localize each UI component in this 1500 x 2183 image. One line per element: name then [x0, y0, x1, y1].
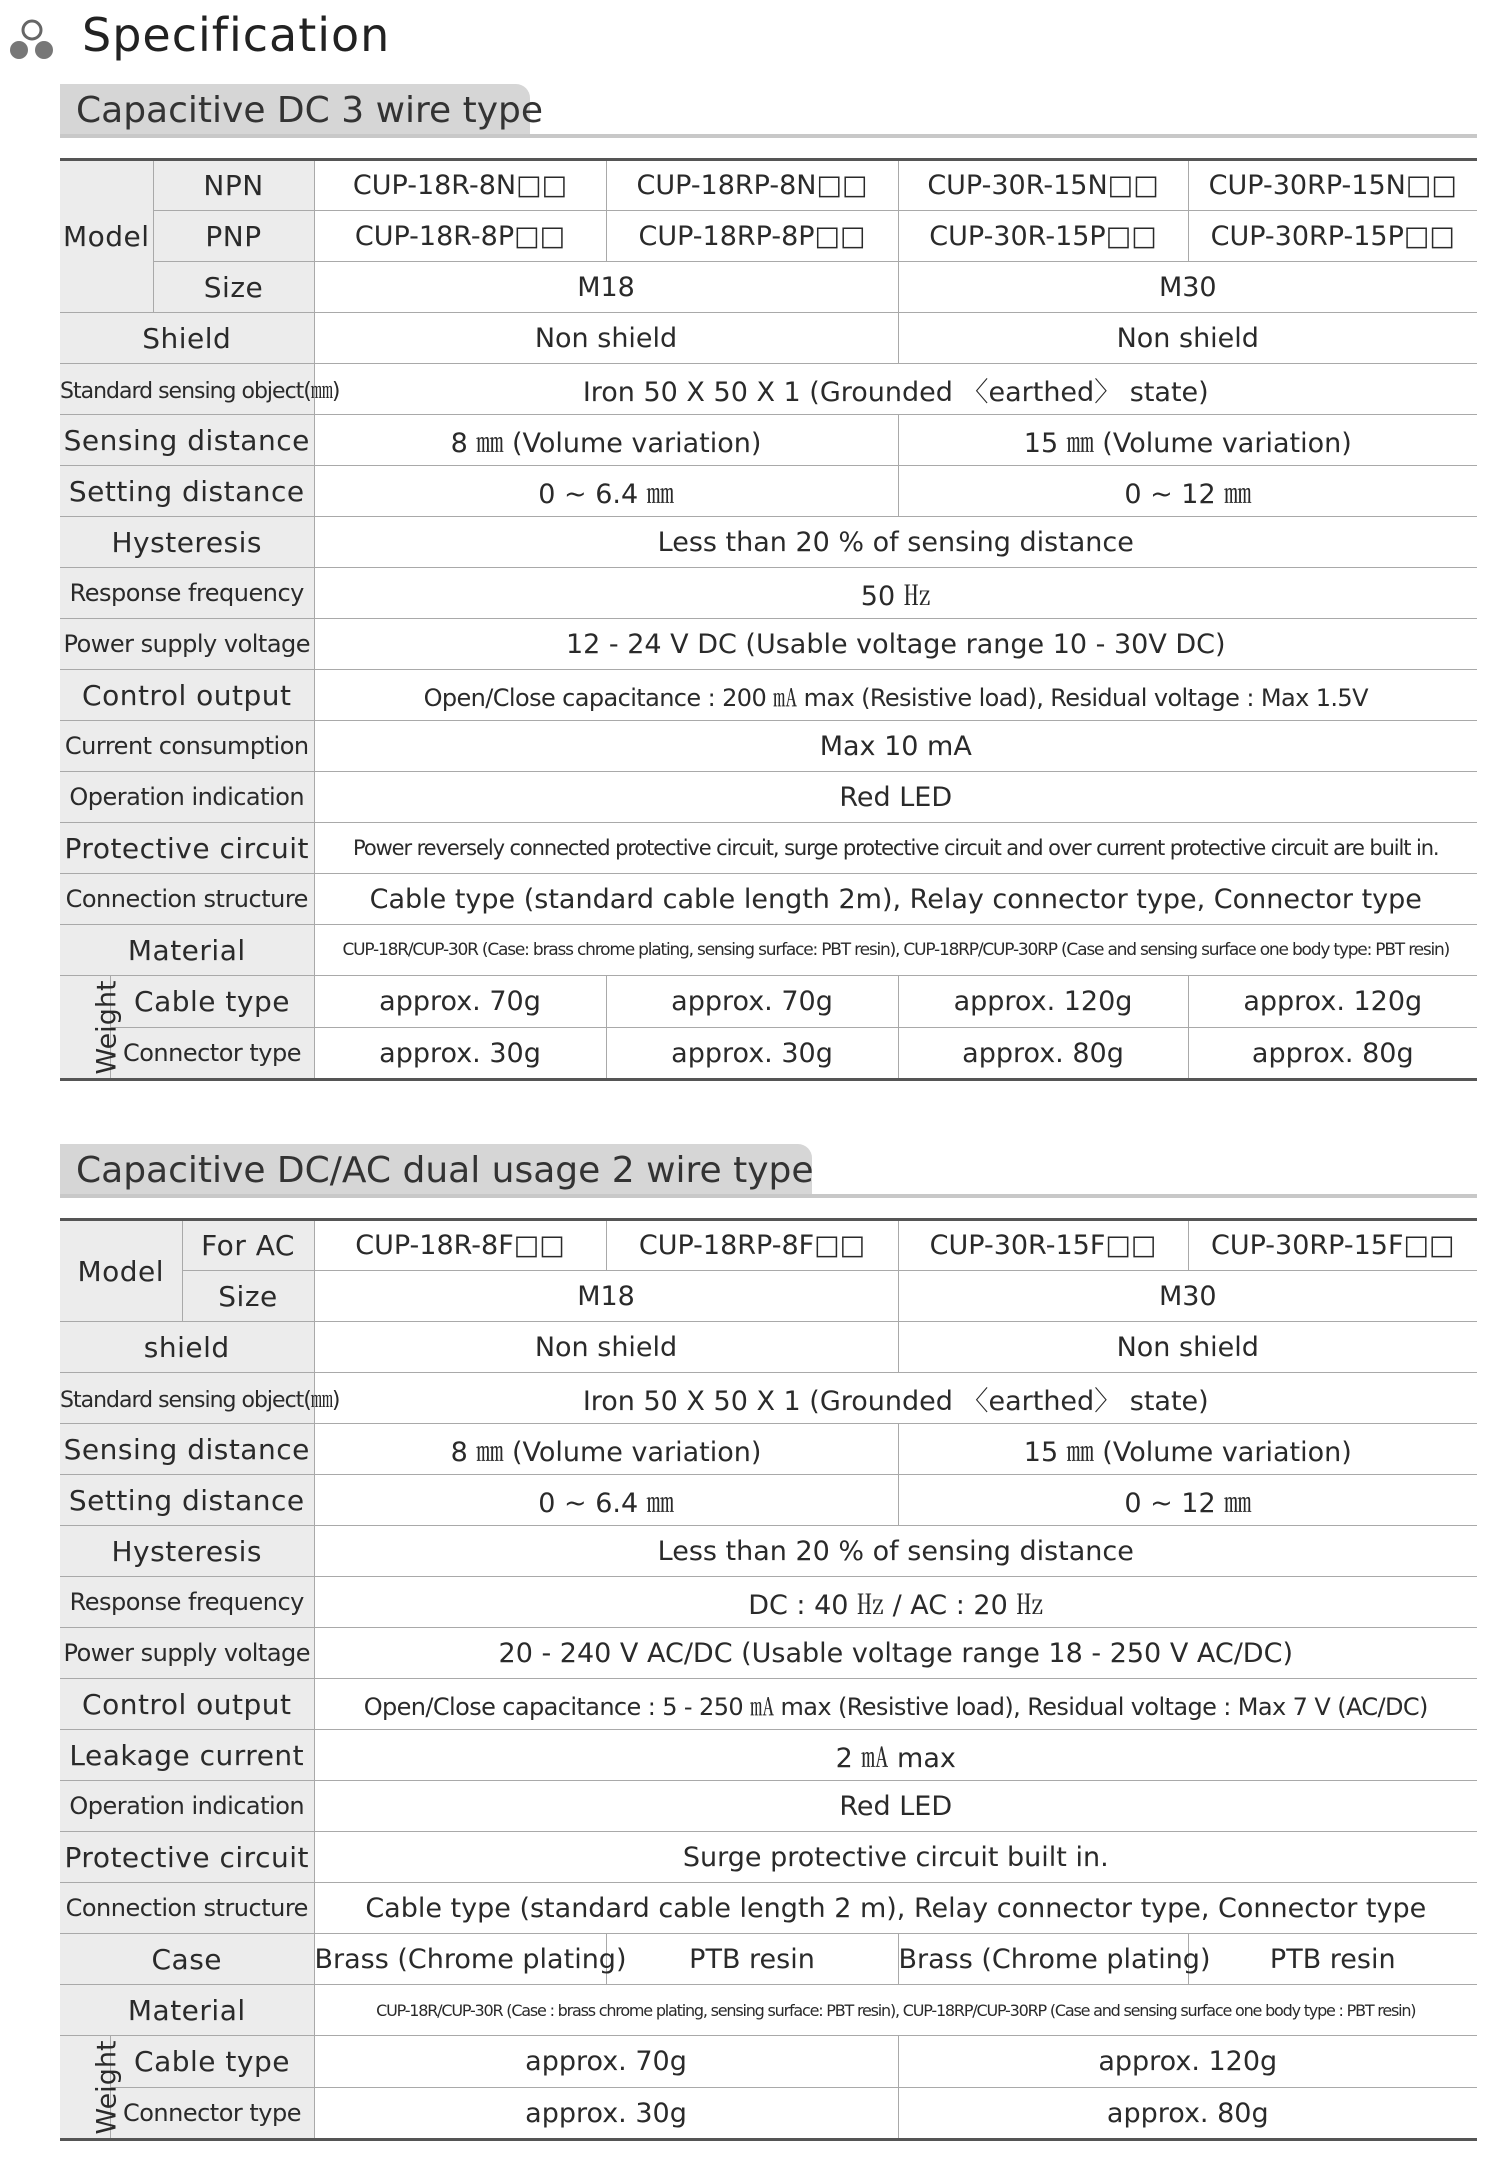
protective-circuit-label: Protective circuit: [60, 1832, 314, 1883]
setting-distance-value: 0 ~ 6.4 ㎜: [314, 466, 898, 517]
shield-value: Non shield: [314, 1322, 898, 1373]
size-label: Size: [182, 1271, 314, 1322]
sensing-distance-value: 15 ㎜ (Volume variation): [898, 1424, 1477, 1475]
connector-weight: approx. 30g: [314, 2088, 898, 2140]
case-value: PTB resin: [1188, 1934, 1477, 1985]
size-label: Size: [153, 262, 314, 313]
power-supply-value: 20 - 240 V AC/DC (Usable voltage range 18 - 250 V AC/DC): [314, 1628, 1477, 1679]
table-row: [60, 874, 1477, 925]
shield-label: shield: [60, 1322, 314, 1373]
connection-structure-label: Connection structure: [60, 1883, 314, 1934]
cable-weight: approx. 70g: [606, 976, 898, 1028]
control-output-label: Control output: [60, 1679, 314, 1730]
table-row: [60, 160, 1477, 211]
section2-tab-label: Capacitive DC/AC dual usage 2 wire type: [76, 1150, 814, 1191]
setting-distance-label: Setting distance: [60, 466, 314, 517]
spec-table-dc-3wire: [60, 158, 1477, 1081]
spec-table-dcac-2wire: [60, 1218, 1477, 2141]
table-row: [60, 1373, 1477, 1424]
table-row: [60, 415, 1477, 466]
npn-model: CUP-18RP-8N□□: [606, 160, 898, 211]
response-frequency-value: DC : 40 ㎐ / AC : 20 ㎐: [314, 1577, 1477, 1628]
table-row: [60, 517, 1477, 568]
hysteresis-label: Hysteresis: [60, 1526, 314, 1577]
cable-weight: approx. 70g: [314, 976, 606, 1028]
npn-model: CUP-30RP-15N□□: [1188, 160, 1477, 211]
sensing-distance-value: 8 ㎜ (Volume variation): [314, 415, 898, 466]
shield-value: Non shield: [898, 313, 1477, 364]
hysteresis-label: Hysteresis: [60, 517, 314, 568]
setting-distance-value: 0 ~ 12 ㎜: [898, 466, 1477, 517]
size-value: M30: [898, 1271, 1477, 1322]
table-row: [60, 1577, 1477, 1628]
table-row: [60, 568, 1477, 619]
protective-circuit-value: Surge protective circuit built in.: [314, 1832, 1477, 1883]
size-value: M18: [314, 1271, 898, 1322]
table-row: [60, 1475, 1477, 1526]
three-dots-icon: [8, 18, 56, 62]
table-row: [60, 1934, 1477, 1985]
table-row: [60, 211, 1477, 262]
connector-weight: approx. 80g: [898, 2088, 1477, 2140]
connector-weight: approx. 30g: [606, 1028, 898, 1080]
table-row: [60, 1220, 1477, 1271]
cable-weight: approx. 120g: [898, 2036, 1477, 2088]
table-row: [60, 670, 1477, 721]
connector-type-label: Connector type: [110, 1028, 314, 1080]
cable-weight: approx. 70g: [314, 2036, 898, 2088]
control-output-label: Control output: [60, 670, 314, 721]
section1-tab: [60, 84, 1477, 138]
case-value: Brass (Chrome plating): [314, 1934, 606, 1985]
table-row: [60, 313, 1477, 364]
sensing-distance-label: Sensing distance: [60, 415, 314, 466]
case-label: Case: [60, 1934, 314, 1985]
table-row: [60, 1028, 1477, 1080]
page-title: [0, 0, 1500, 78]
std-object-label: Standard sensing object(㎜): [60, 364, 314, 415]
cable-weight: approx. 120g: [898, 976, 1188, 1028]
table-row: [60, 2036, 1477, 2088]
pnp-model: CUP-18R-8P□□: [314, 211, 606, 262]
table-row: [60, 1985, 1477, 2036]
response-frequency-value: 50 ㎐: [314, 568, 1477, 619]
model-label: Model: [60, 1220, 182, 1322]
shield-label: Shield: [60, 313, 314, 364]
material-label: Material: [60, 925, 314, 976]
table-row: [60, 1526, 1477, 1577]
cable-type-label: Cable type: [110, 976, 314, 1028]
material-label: Material: [60, 1985, 314, 2036]
protective-circuit-value: Power reversely connected protective circuit, surge protective circuit and over current protective circuit are built in.: [314, 823, 1477, 874]
table-row: [60, 1322, 1477, 1373]
pnp-model: CUP-18RP-8P□□: [606, 211, 898, 262]
case-value: Brass (Chrome plating): [898, 1934, 1188, 1985]
connector-type-label: Connector type: [110, 2088, 314, 2140]
for-ac-label: For AC: [182, 1220, 314, 1271]
sensing-distance-value: 15 ㎜ (Volume variation): [898, 415, 1477, 466]
table-row: [60, 364, 1477, 415]
control-output-value: Open/Close capacitance : 200 ㎃ max (Resistive load), Residual voltage : Max 1.5V: [314, 670, 1477, 721]
weight-label: Weight: [91, 979, 123, 1075]
std-object-value: Iron 50 X 50 X 1 (Grounded 〈earthed〉 state): [314, 1373, 1477, 1424]
table-row: [60, 976, 1477, 1028]
sensing-distance-label: Sensing distance: [60, 1424, 314, 1475]
table-row: [60, 925, 1477, 976]
power-supply-label: Power supply voltage: [60, 1628, 314, 1679]
setting-distance-value: 0 ~ 6.4 ㎜: [314, 1475, 898, 1526]
pnp-model: CUP-30R-15P□□: [898, 211, 1188, 262]
operation-indication-value: Red LED: [314, 1781, 1477, 1832]
section2-tab: [60, 1144, 1477, 1198]
operation-indication-label: Operation indication: [60, 772, 314, 823]
current-consumption-value: Max 10 mA: [314, 721, 1477, 772]
shield-value: Non shield: [898, 1322, 1477, 1373]
ac-model: CUP-30RP-15F□□: [1188, 1220, 1477, 1271]
table-row: [60, 619, 1477, 670]
ac-model: CUP-18RP-8F□□: [606, 1220, 898, 1271]
material-value: CUP-18R/CUP-30R (Case: brass chrome plating, sensing surface: PBT resin), CUP-18RP/CUP-30RP (Case and sensing surface one body type: PBT resin): [314, 925, 1477, 976]
cable-type-label: Cable type: [110, 2036, 314, 2088]
setting-distance-value: 0 ~ 12 ㎜: [898, 1475, 1477, 1526]
size-value: M30: [898, 262, 1477, 313]
npn-model: CUP-30R-15N□□: [898, 160, 1188, 211]
power-supply-value: 12 - 24 V DC (Usable voltage range 10 - 30V DC): [314, 619, 1477, 670]
ac-model: CUP-18R-8F□□: [314, 1220, 606, 1271]
npn-label: NPN: [153, 160, 314, 211]
table-row: [60, 262, 1477, 313]
table-row: [60, 2088, 1477, 2140]
pnp-label: PNP: [153, 211, 314, 262]
table-row: [60, 1781, 1477, 1832]
material-value: CUP-18R/CUP-30R (Case : brass chrome plating, sensing surface: PBT resin), CUP-18RP/CUP-30RP (Case and sensing surface one body type : PBT resin): [314, 1985, 1477, 2036]
table-row: [60, 1628, 1477, 1679]
section1-tab-label: Capacitive DC 3 wire type: [76, 90, 544, 131]
weight-label-cell: [60, 976, 123, 1080]
table-row: [60, 1679, 1477, 1730]
table-row: [60, 721, 1477, 772]
npn-model: CUP-18R-8N□□: [314, 160, 606, 211]
control-output-value: Open/Close capacitance : 5 - 250 ㎃ max (Resistive load), Residual voltage : Max 7 V (AC/DC): [314, 1679, 1477, 1730]
response-frequency-label: Response frequency: [60, 1577, 314, 1628]
table-row: [60, 1883, 1477, 1934]
connection-structure-value: Cable type (standard cable length 2m), Relay connector type, Connector type: [314, 874, 1477, 925]
power-supply-label: Power supply voltage: [60, 619, 314, 670]
hysteresis-value: Less than 20 % of sensing distance: [314, 517, 1477, 568]
table-row: [60, 823, 1477, 874]
protective-circuit-label: Protective circuit: [60, 823, 314, 874]
ac-model: CUP-30R-15F□□: [898, 1220, 1188, 1271]
table-row: [60, 1832, 1477, 1883]
weight-label: Weight: [91, 2039, 123, 2135]
page-title-text: Specification: [82, 8, 391, 62]
current-consumption-label: Current consumption: [60, 721, 314, 772]
table-row: [60, 1730, 1477, 1781]
operation-indication-label: Operation indication: [60, 1781, 314, 1832]
response-frequency-label: Response frequency: [60, 568, 314, 619]
table-row: [60, 772, 1477, 823]
size-value: M18: [314, 262, 898, 313]
connector-weight: approx. 80g: [898, 1028, 1188, 1080]
std-object-value: Iron 50 X 50 X 1 (Grounded 〈earthed〉 state): [314, 364, 1477, 415]
connector-weight: approx. 30g: [314, 1028, 606, 1080]
setting-distance-label: Setting distance: [60, 1475, 314, 1526]
pnp-model: CUP-30RP-15P□□: [1188, 211, 1477, 262]
weight-label-cell: [60, 2036, 123, 2140]
hysteresis-value: Less than 20 % of sensing distance: [314, 1526, 1477, 1577]
connection-structure-value: Cable type (standard cable length 2 m), Relay connector type, Connector type: [314, 1883, 1477, 1934]
table-row: [60, 1271, 1477, 1322]
case-value: PTB resin: [606, 1934, 898, 1985]
table-row: [60, 1424, 1477, 1475]
sensing-distance-value: 8 ㎜ (Volume variation): [314, 1424, 898, 1475]
connector-weight: approx. 80g: [1188, 1028, 1477, 1080]
connection-structure-label: Connection structure: [60, 874, 314, 925]
shield-value: Non shield: [314, 313, 898, 364]
table-row: [60, 466, 1477, 517]
model-label: Model: [60, 160, 153, 313]
cable-weight: approx. 120g: [1188, 976, 1477, 1028]
leakage-current-value: 2 ㎃ max: [314, 1730, 1477, 1781]
operation-indication-value: Red LED: [314, 772, 1477, 823]
std-object-label: Standard sensing object(㎜): [60, 1373, 314, 1424]
leakage-current-label: Leakage current: [60, 1730, 314, 1781]
